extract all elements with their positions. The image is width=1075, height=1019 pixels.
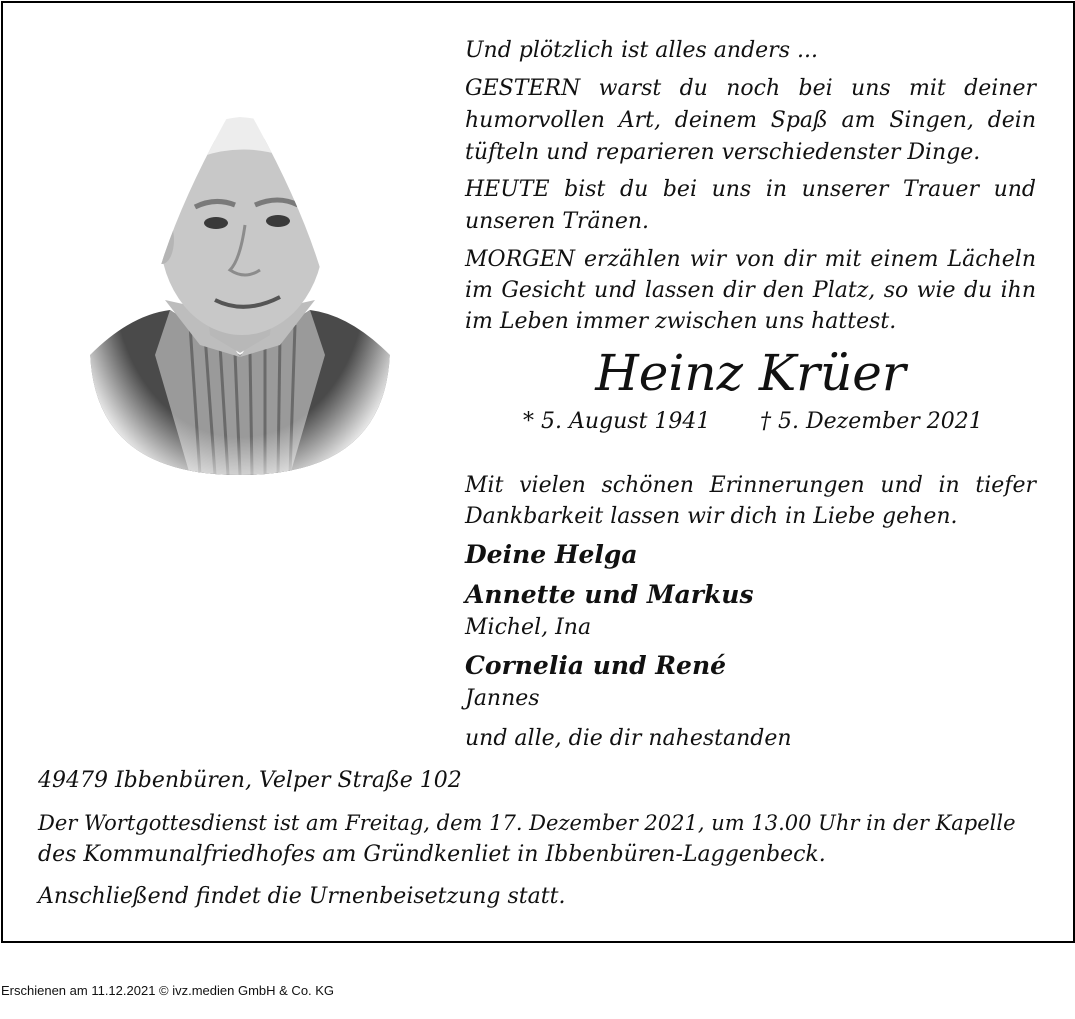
publication-footer: Erschienen am 11.12.2021 © ivz.medien GmbH & Co. KG [1, 983, 335, 998]
farewell-line: Mit vielen schönen Erinnerungen und in tiefer [465, 473, 1036, 498]
mourner-others: und alle, die dir nahestanden [465, 726, 792, 751]
poem-morgen-line: MORGEN erzählen wir von dir mit einem Lächeln [465, 247, 1036, 272]
poem-morgen-line: im Leben immer zwischen uns hattest. [465, 309, 897, 334]
birth-date: * 5. August 1941 [523, 409, 711, 434]
burial-note: Anschließend findet die Urnenbeisetzung statt. [38, 884, 566, 909]
poem-gestern-line: tüfteln und reparieren verschiedenster Dinge. [465, 140, 981, 165]
death-date: † 5. Dezember 2021 [760, 409, 983, 434]
poem-heute-line: HEUTE bist du bei uns in unserer Trauer und [465, 177, 1036, 202]
mourner-children: Jannes [465, 686, 540, 711]
mourner-children: Michel, Ina [465, 615, 592, 640]
mourner-family: Annette und Markus [465, 580, 754, 609]
deceased-name: Heinz Krüer [595, 344, 906, 402]
service-line: des Kommunalfriedhofes am Gründkenliet in Ibbenbüren-Laggenbeck. [38, 842, 826, 867]
mourner-family: Cornelia und René [465, 651, 727, 680]
poem-intro: Und plötzlich ist alles anders ... [465, 38, 818, 63]
service-line: Der Wortgottesdienst ist am Freitag, dem 17. Dezember 2021, um 13.00 Uhr in der Kapelle [38, 811, 1016, 835]
poem-heute-line: unseren Tränen. [465, 209, 650, 234]
poem-gestern-line: GESTERN warst du noch bei uns mit deiner [465, 76, 1036, 101]
portrait-photo [90, 95, 390, 475]
farewell-line: Dankbarkeit lassen wir dich in Liebe gehen. [465, 504, 958, 529]
poem-gestern-line: humorvollen Art, deinem Spaß am Singen, dein [465, 108, 1036, 133]
mourner-spouse: Deine Helga [465, 540, 638, 569]
address: 49479 Ibbenbüren, Velper Straße 102 [38, 768, 462, 793]
poem-morgen-line: im Gesicht und lassen dir den Platz, so wie du ihn [465, 278, 1036, 303]
